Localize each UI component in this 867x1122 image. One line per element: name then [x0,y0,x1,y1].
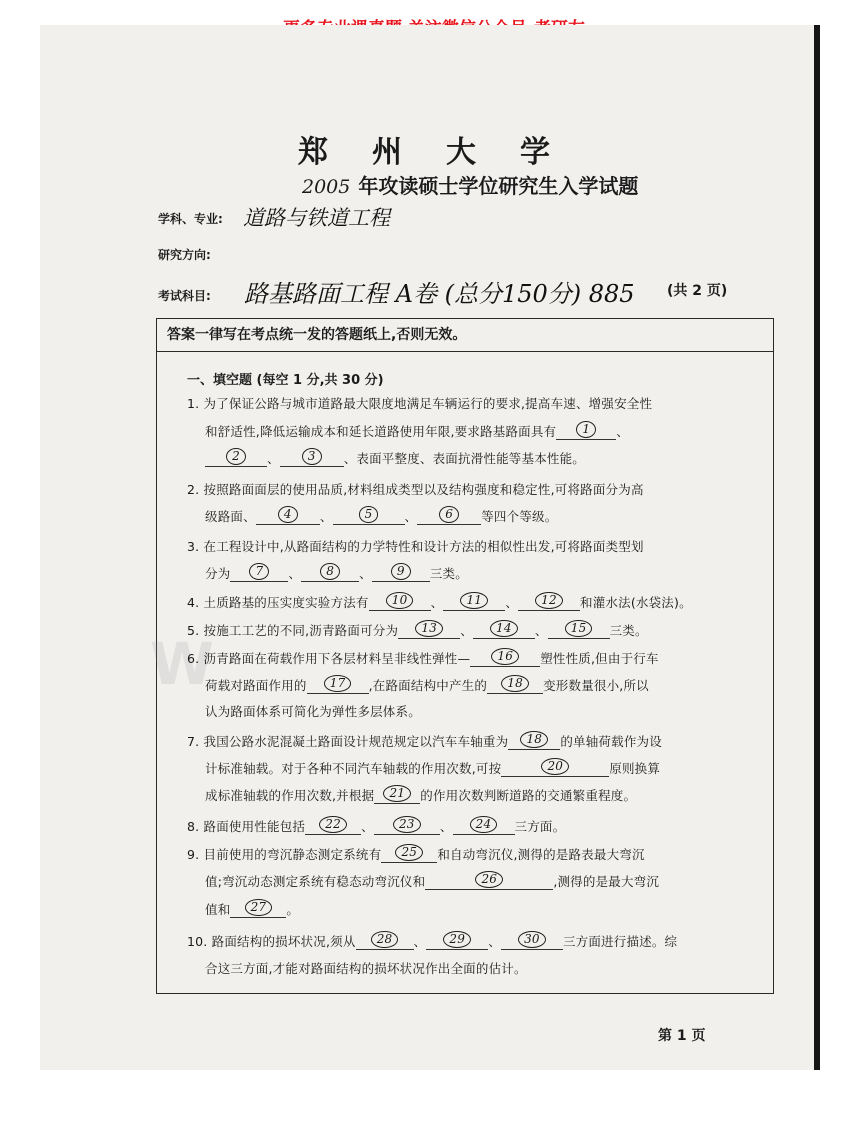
q9-line-1: 9. 目前使用的弯沉静态测定系统有 25 和自动弯沉仪,测得的是路表最大弯沉 [187,845,645,862]
q3-line-1: 3. 在工程设计中,从路面结构的力学特性和设计方法的相似性出发,可将路面类型划 [187,539,644,554]
answer-blank[interactable]: 27 [230,899,286,918]
answer-blank[interactable]: 24 [453,816,515,835]
answer-blank[interactable]: 10 [369,592,431,611]
q3-line-2: 分为 7 、 8 、 9 三类。 [205,564,468,581]
answer-blank[interactable]: 9 [372,563,430,582]
q2-line-2: 级路面、 4 、 5 、 6 等四个等级。 [205,507,558,524]
q2-line-1: 2. 按照路面面层的使用品质,材料组成类型以及结构强度和稳定性,可将路面分为高 [187,482,644,497]
q7-line-1: 7. 我国公路水泥混凝土路面设计规范规定以汽车车轴重为 18 的单轴荷载作为设 [187,732,662,749]
answer-blank[interactable]: 7 [230,563,288,582]
q1-line-2: 和舒适性,降低运输成本和延长道路使用年限,要求路基路面具有 1 、 [205,422,629,439]
answer-blank[interactable]: 20 [501,758,609,777]
course-value: 路基路面工程 A卷 (总分150分) 885 [244,280,635,308]
answer-blank[interactable]: 1 [556,421,616,440]
q4-line: 4. 土质路基的压实度实验方法有 10 、 11 、 12 和灌水法(水袋法)。 [187,593,692,610]
answer-blank[interactable]: 5 [333,506,405,525]
answer-blank[interactable]: 18 [508,731,560,750]
answer-blank[interactable]: 2 [205,448,267,467]
q9-line-2: 值;弯沉动态测定系统有稳态动弯沉仪和 26 ,测得的是最大弯沉 [205,872,660,889]
watermark: W [150,630,218,698]
exam-title-text: 年攻读硕士学位研究生入学试题 [358,174,639,198]
answer-notice: 答案一律写在考点统一发的答题纸上,否则无效。 [157,319,773,352]
q6-line-1: 6. 沥青路面在荷载作用下各层材料呈非线性弹性— 16 塑性性质,但由于行车 [187,649,659,666]
answer-blank[interactable]: 22 [305,816,361,835]
answer-blank[interactable]: 29 [426,931,488,950]
answer-blank[interactable]: 25 [381,844,437,863]
answer-blank[interactable]: 17 [307,675,369,694]
course-label: 考试科目: [158,289,211,303]
page-number: 第 1 页 [658,1028,706,1044]
answer-blank[interactable]: 18 [487,675,543,694]
q5-line: 5. 按施工工艺的不同,沥青路面可分为 13 、 14 、 15 三类。 [187,621,648,638]
q6-line-3: 认为路面体系可简化为弹性多层体系。 [205,704,421,719]
q8-line: 8. 路面使用性能包括 22 、 23 、 24 三方面。 [187,817,566,834]
answer-blank[interactable]: 26 [425,871,553,890]
exam-year: 2005 [302,176,351,198]
q10-line-2: 合这三方面,才能对路面结构的损坏状况作出全面的估计。 [205,961,527,976]
answer-blank[interactable]: 15 [548,620,610,639]
university-name: 郑州大学 [298,135,594,170]
answer-blank[interactable]: 30 [501,931,563,950]
q6-line-2: 荷载对路面作用的 17 ,在路面结构中产生的 18 变形数量很小,所以 [205,676,649,693]
answer-blank[interactable]: 23 [374,816,440,835]
exam-title [302,170,638,199]
answer-blank[interactable]: 6 [417,506,481,525]
answer-blank[interactable]: 14 [473,620,535,639]
subject-label: 学科、专业: [158,212,223,226]
answer-blank[interactable]: 3 [280,448,344,467]
direction-label: 研究方向: [158,248,211,262]
q7-line-2: 计标准轴载。对于各种不同汽车轴载的作用次数,可按 20 原则换算 [205,759,661,776]
answer-blank[interactable]: 11 [443,592,505,611]
q7-line-3: 成标准轴载的作用次数,并根据 21 的作用次数判断道路的交通繁重程度。 [205,786,637,803]
subject-value: 道路与铁道工程 [243,206,390,230]
q9-line-3: 值和 27 。 [205,900,300,917]
answer-blank[interactable]: 12 [518,592,580,611]
answer-blank[interactable]: 13 [398,620,460,639]
q10-line-1: 10. 路面结构的损坏状况,须从 28 、 29 、 30 三方面进行描述。综 [187,932,678,949]
answer-blank[interactable]: 28 [356,931,414,950]
answer-blank[interactable]: 21 [374,785,420,804]
section-title: 一、填空题 (每空 1 分,共 30 分) [187,373,384,388]
q1-line-1: 1. 为了保证公路与城市道路最大限度地满足车辆运行的要求,提高车速、增强安全性 [187,396,653,411]
answer-blank[interactable]: 4 [256,506,320,525]
answer-blank[interactable]: 16 [470,648,540,667]
page-count: (共 2 页) [667,283,728,299]
q1-line-3: 2 、 3 、表面平整度、表面抗滑性能等基本性能。 [205,448,585,467]
answer-blank[interactable]: 8 [301,563,359,582]
